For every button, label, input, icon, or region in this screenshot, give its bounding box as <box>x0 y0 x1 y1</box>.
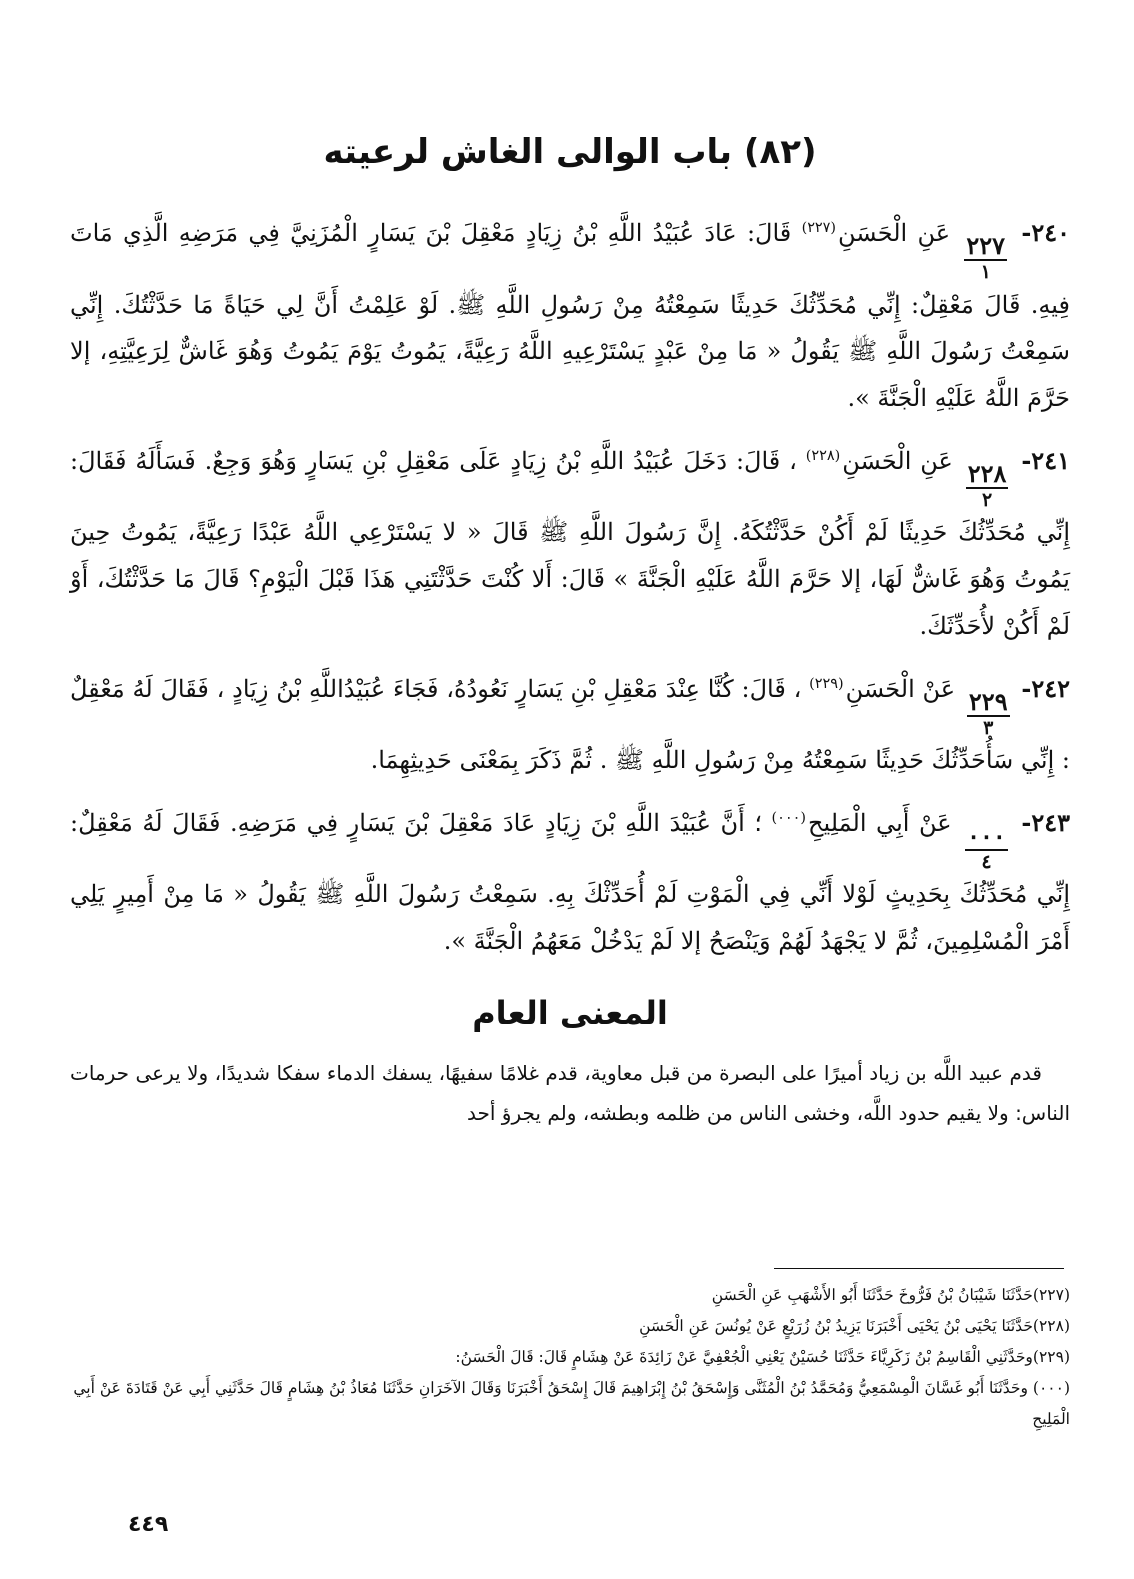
hadith-text: ، قَالَ: كُنَّا عِنْدَ مَعْقِلِ بْنِ يَسَارٍ نَعُودُهُ، فَجَاءَ عُبَيْدُاللَّهِ بْنُ زِيَادٍ ، فَقَالَ لَهُ مَعْقِلٌ : إِنِّي سَأُحَدِّثُكَ حَدِيثًا سَمِعْتُهُ مِنْ رَسُولِ اللَّهِ ﷺ . ثُمَّ ذَكَرَ بِمَعْنَى حَدِيثِهِمَا. <box>70 674 1070 775</box>
footnote-ref: (٠٠٠) <box>771 809 806 826</box>
footnote-229: (٢٢٩)وحَدَّثَنِي الْقَاسِمُ بْنُ زَكَرِيَّاءَ حَدَّثَنَا حُسَيْنٌ يَعْنِي الْجُعْفِيَّ عَنْ زَائِدَةَ عَنْ هِشَامٍ قَالَ: قَالَ الْحَسَنُ: <box>455 1348 1070 1366</box>
hadith-text: ؛ أَنَّ عُبَيْدَ اللَّهِ بْنَ زِيَادٍ عَادَ مَعْقِلَ بْنَ يَسَارٍ فِي مَرَضِهِ. فَقَالَ لَهُ مَعْقِلٌ: إِنِّي مُحَدِّثُكَ بِحَدِيثٍ لَوْلا أَنِّي فِي الْمَوْتِ لَمْ أُحَدِّثْكَ بِهِ. سَمِعْتُ رَسُولَ اللَّهِ ﷺ يَقُولُ « مَا مِنْ أَمِيرٍ يَلِي أَمْرَ الْمُسْلِمِينَ، ثُمَّ لا يَجْهَدُ لَهُمْ وَيَنْصَحُ إلا لَمْ يَدْخُلْ مَعَهُمُ الْجَنَّةَ ». <box>70 808 1070 956</box>
hadith-text: قَالَ: عَادَ عُبَيْدُ اللَّهِ بْنُ زِيَادٍ مَعْقِلَ بْنَ يَسَارٍ الْمُزَنِيَّ فِي مَرَضِهِ الَّذِي مَاتَ فِيهِ. قَالَ مَعْقِلٌ: إِنِّي مُحَدِّثُكَ حَدِيثًا سَمِعْتُهُ مِنْ رَسُولِ اللَّهِ ﷺ. لَوْ عَلِمْتُ أَنَّ لِي حَيَاةً مَا حَدَّثْتُكَ. إِنِّي سَمِعْتُ رَسُولَ اللَّهِ ﷺ يَقُولُ « مَا مِنْ عَبْدٍ يَسْتَرْعِيهِ اللَّهُ رَعِيَّةً، يَمُوتُ يَوْمَ يَمُوتُ وَهُوَ غَاشٌّ لِرَعِيَّتِهِ، إلا حَرَّمَ اللَّهُ عَلَيْهِ الْجَنَّةَ ». <box>70 219 1070 413</box>
chapter-title: (٨٢) باب الوالى الغاش لرعيته <box>323 132 817 172</box>
hadith-narrator: عَنِ الْحَسَنِ <box>838 219 951 248</box>
footnote-228: (٢٢٨)حَدَّثَنَا يَحْيَى بْنُ يَحْيَى أَخْبَرَنَا يَزِيدُ بْنُ زُرَيْعٍ عَنْ يُونُسَ عَنِ الْحَسَنِ <box>639 1317 1070 1335</box>
footnote-000: (٠٠٠) وحَدَّثَنَا أَبُو غَسَّانَ الْمِسْمَعِيُّ وَمُحَمَّدُ بْنُ الْمُثَنَّى وَإِسْحَقُ بْنُ إِبْرَاهِيمَ قَالَ إِسْحَقُ أَخْبَرَنَا وَقَالَ الآخَرَانِ حَدَّثَنَا مُعَاذُ بْنُ هِشَامٍ قَالَ حَدَّثَنِي أَبِي عَنْ قَتَادَةَ عَنْ أَبِي الْمَلِيحِ <box>73 1379 1070 1428</box>
hadith-text: ، قَالَ: دَخَلَ عُبَيْدُ اللَّهِ بْنُ زِيَادٍ عَلَى مَعْقِلِ بْنِ يَسَارٍ وَهُوَ وَجِعٌ. فَسَأَلَهُ فَقَالَ: إِنِّي مُحَدِّثُكَ حَدِيثًا لَمْ أَكُنْ حَدَّثْتُكَهُ. إِنَّ رَسُولَ اللَّهِ ﷺ قَالَ « لا يَسْتَرْعِي اللَّهُ عَبْدًا رَعِيَّةً، يَمُوتُ حِينَ يَمُوتُ وَهُوَ غَاشٌّ لَهَا، إلا حَرَّمَ اللَّهُ عَلَيْهِ الْجَنَّةَ » قَالَ: أَلا كُنْتَ حَدَّثْتَنِي هَذَا قَبْلَ الْيَوْمِ؟ قَالَ مَا حَدَّثْتُكَ، أَوْ لَمْ أَكُنْ لأُحَدِّثَكَ. <box>70 446 1070 640</box>
hadith-subnumber: $\frac{٠٠٠}{٤}$ <box>967 821 1006 874</box>
footnote-ref: (٢٢٨) <box>805 447 841 464</box>
hadith-number: ٢٤٢- <box>1021 673 1071 703</box>
hadith-narrator: عَنِ الْحَسَنِ <box>842 446 953 475</box>
hadith-241 <box>70 438 1070 650</box>
footnote-227: (٢٢٧)حَدَّثَنَا شَيْبَانُ بْنُ فَرُّوخَ حَدَّثَنَا أَبُو الأَشْهَبِ عَنِ الْحَسَنِ <box>711 1286 1070 1304</box>
hadith-narrator: عَنْ الْحَسَنِ <box>845 674 956 703</box>
hadith-number: ٢٤٠- <box>1021 218 1070 248</box>
footnote-ref: (٢٢٩) <box>809 675 844 692</box>
hadith-subnumber: $\frac{٢٢٩}{٣}$ <box>968 686 1008 739</box>
hadith-number: ٢٤٣- <box>1021 807 1070 837</box>
hadith-242 <box>70 666 1070 784</box>
footnote-ref: (٢٢٧) <box>801 220 837 237</box>
hadith-240 <box>70 210 1070 422</box>
hadith-subnumber: $\frac{٢٢٨}{٢}$ <box>967 459 1007 512</box>
hadith-243 <box>70 800 1070 965</box>
hadith-number: ٢٤١- <box>1021 445 1070 475</box>
page-number: ٤٤٩ <box>128 1512 169 1537</box>
main-content <box>70 130 1070 1133</box>
footnote-divider <box>774 1268 1064 1269</box>
section-title: المعنى العام <box>472 993 668 1032</box>
footnotes <box>70 1280 1070 1435</box>
commentary-paragraph: قدم عبيد اللَّه بن زياد أميرًا على البصرة من قبل معاوية، قدم غلامًا سفيهًا، يسفك الدماء سفكا شديدًا، ولا يرعى حرمات الناس: ولا يقيم حدود اللَّه، وخشى الناس من ظلمه وبطشه، ولم يجرؤ أحد <box>70 1060 1070 1125</box>
hadith-narrator: عَنْ أَبِي الْمَلِيحِ <box>807 808 952 837</box>
hadith-subnumber: $\frac{٢٢٧}{١}$ <box>966 231 1006 284</box>
